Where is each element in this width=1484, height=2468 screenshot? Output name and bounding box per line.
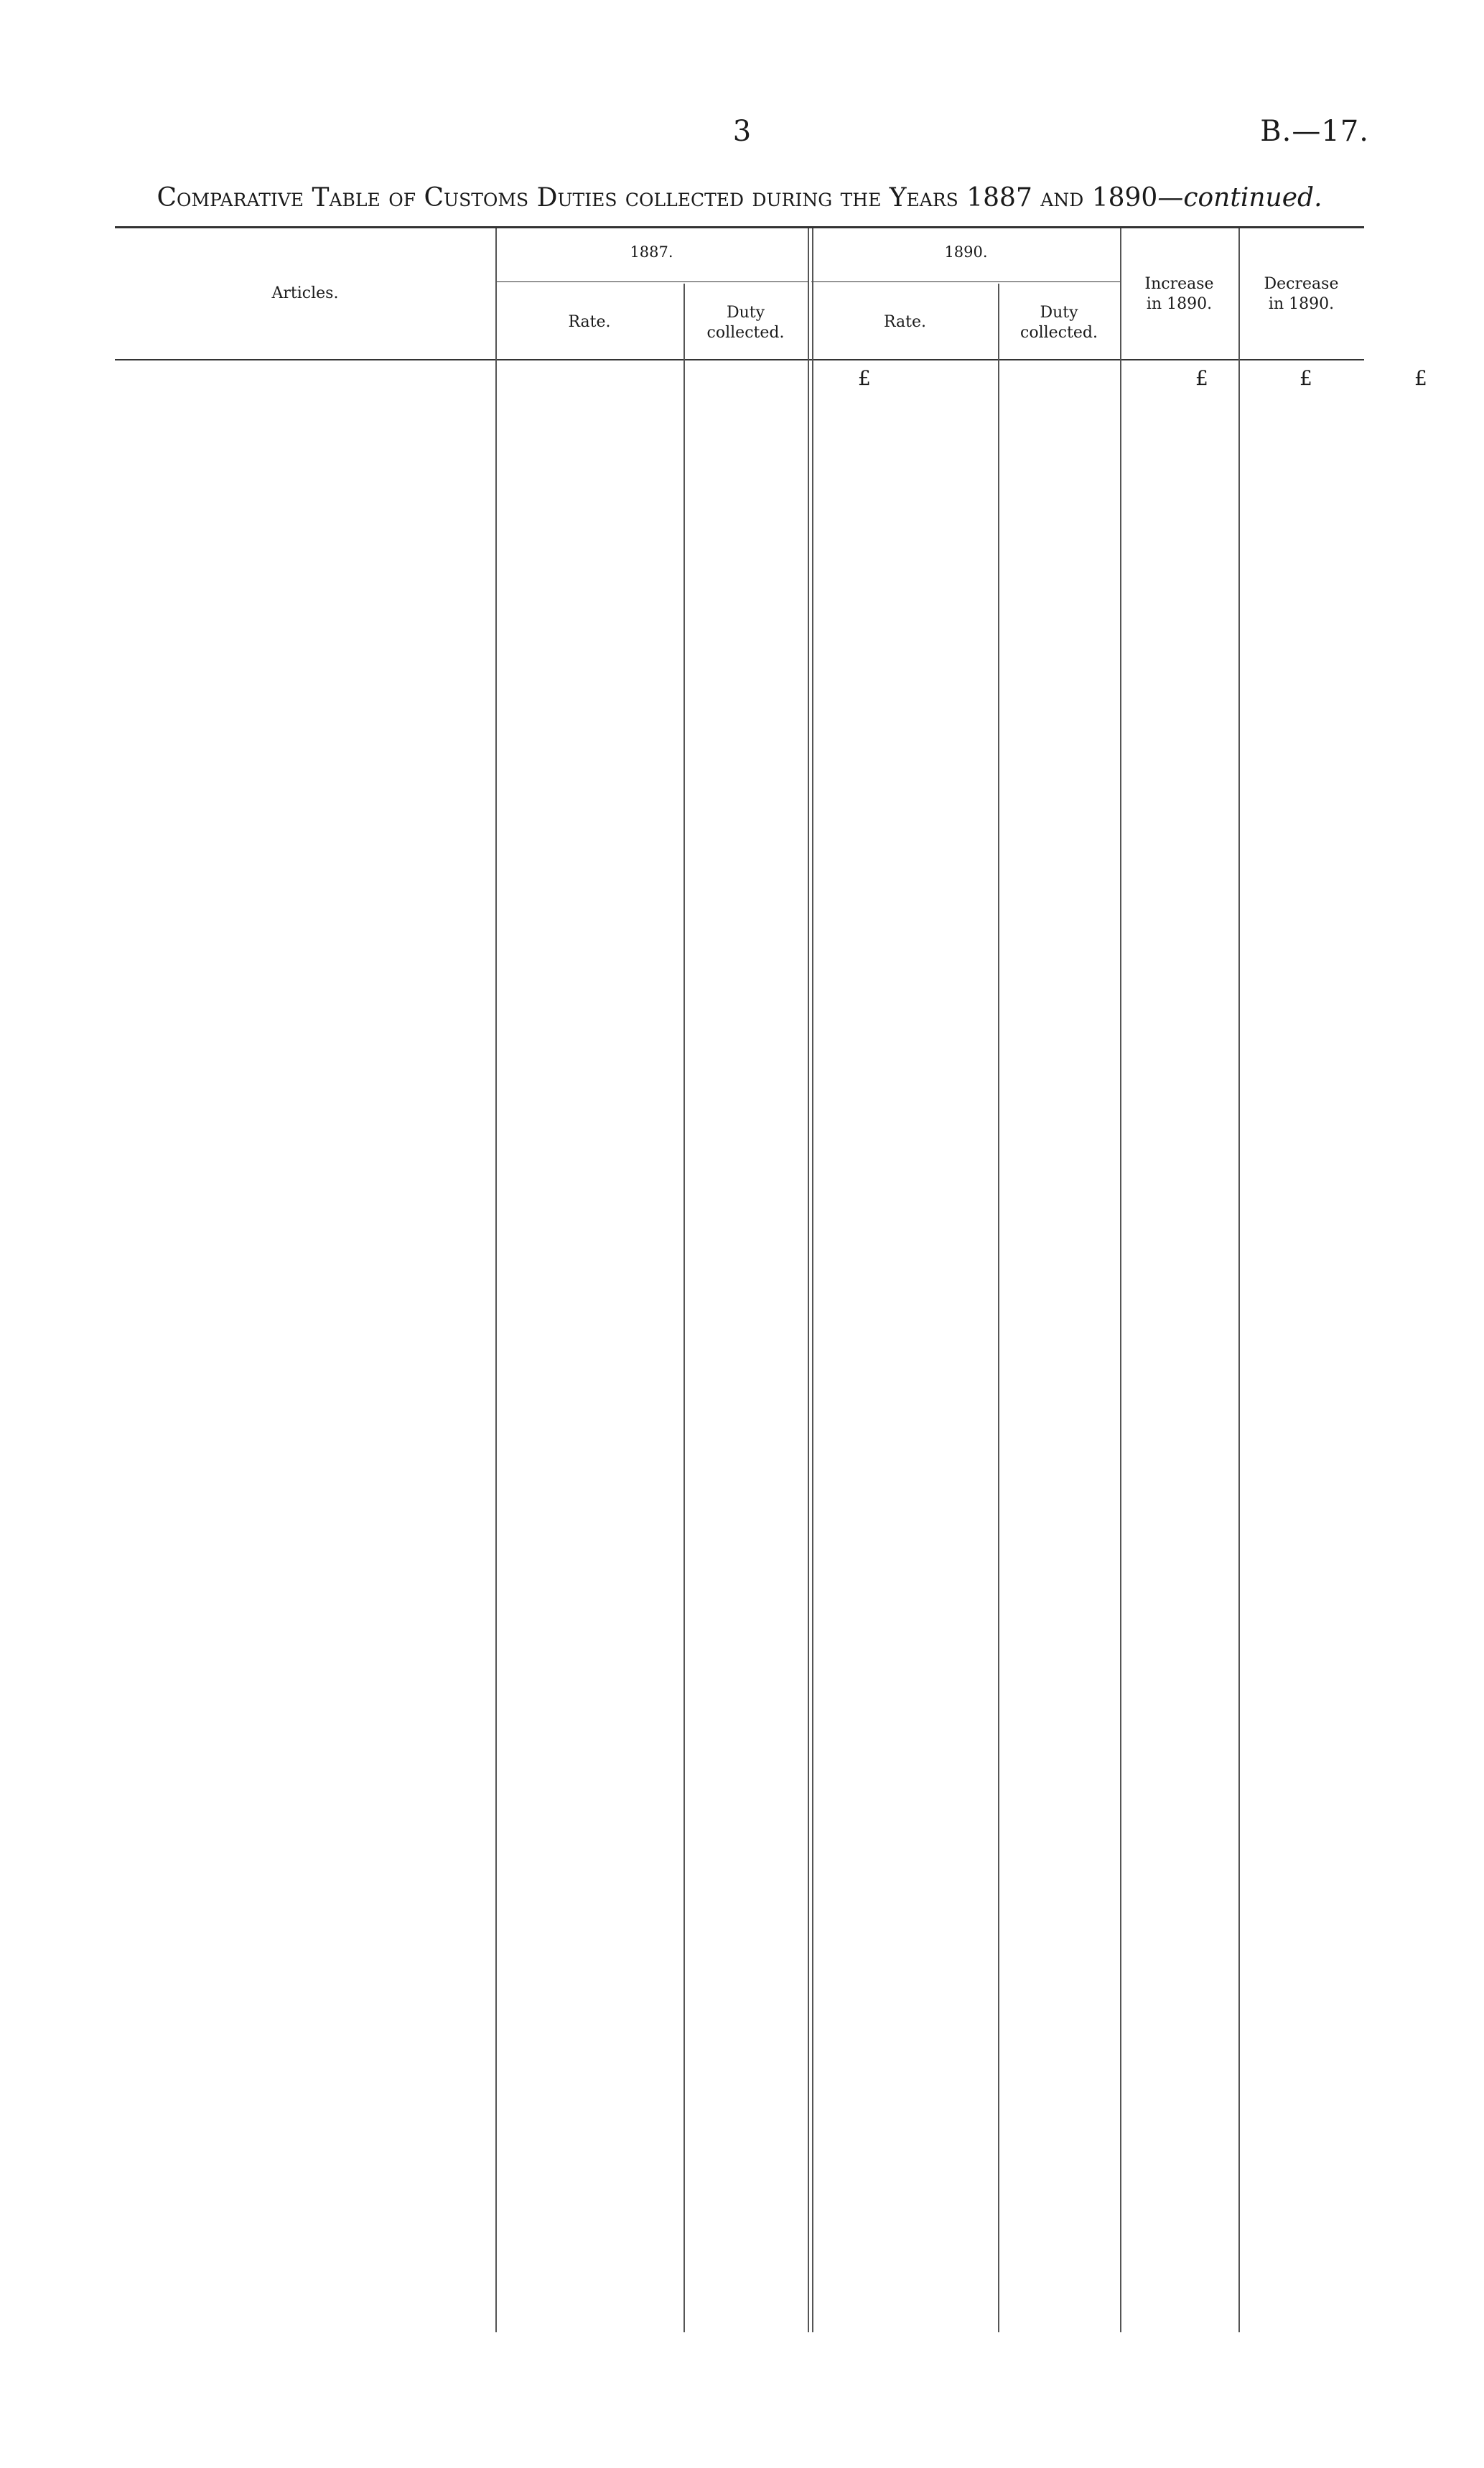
paper-reference: B.—17. (1260, 115, 1369, 148)
header-rate-1887: Rate. (568, 313, 611, 331)
header-duty-1890 (998, 303, 1120, 343)
col-divider-1887-1890a (808, 228, 809, 2332)
header-duty-1887 (683, 303, 808, 343)
year-subrule-1887 (495, 281, 808, 282)
header-year-1887: 1887. (630, 243, 673, 261)
currency-1890: £ (1195, 366, 1208, 390)
col-divider-increase (1238, 228, 1240, 2332)
header-year-1890: 1890. (944, 243, 988, 261)
col-divider-1887-1890b (812, 228, 813, 2332)
header-bottom-rule (115, 359, 1364, 360)
header-duty-1887-line1: Duty (726, 304, 765, 322)
table-title-suffix: —continued. (1157, 183, 1322, 213)
header-increase-line2: in 1890. (1146, 294, 1213, 313)
currency-increase: £ (1299, 366, 1312, 390)
col-divider-duty90 (1120, 228, 1121, 2332)
header-articles: Articles. (271, 284, 339, 302)
col-divider-rate87 (683, 284, 685, 2332)
col-divider-articles (495, 228, 497, 2332)
header-duty-1887-line2: collected. (706, 323, 785, 342)
header-rate-1890: Rate. (883, 313, 927, 331)
header-duty-1890-line1: Duty (1040, 304, 1078, 322)
currency-row (115, 366, 1427, 390)
header-increase (1120, 274, 1238, 314)
page-number: 3 (732, 115, 752, 148)
header-increase-line1: Increase (1144, 275, 1214, 293)
currency-1887: £ (858, 366, 871, 390)
year-subrule-1890 (811, 281, 1120, 282)
header-top-rule (115, 226, 1364, 228)
header-decrease (1238, 274, 1364, 314)
header-decrease-line1: Decrease (1264, 275, 1339, 293)
table-title-text: Comparative Table of Customs Duties collected during the Years 1887 and 1890 (157, 183, 1158, 213)
header-duty-1890-line2: collected. (1020, 323, 1098, 342)
header-decrease-line2: in 1890. (1268, 294, 1335, 313)
table-title (115, 183, 1364, 213)
currency-decrease: £ (1414, 366, 1427, 390)
col-divider-rate90 (998, 284, 999, 2332)
page-header (0, 115, 1484, 165)
